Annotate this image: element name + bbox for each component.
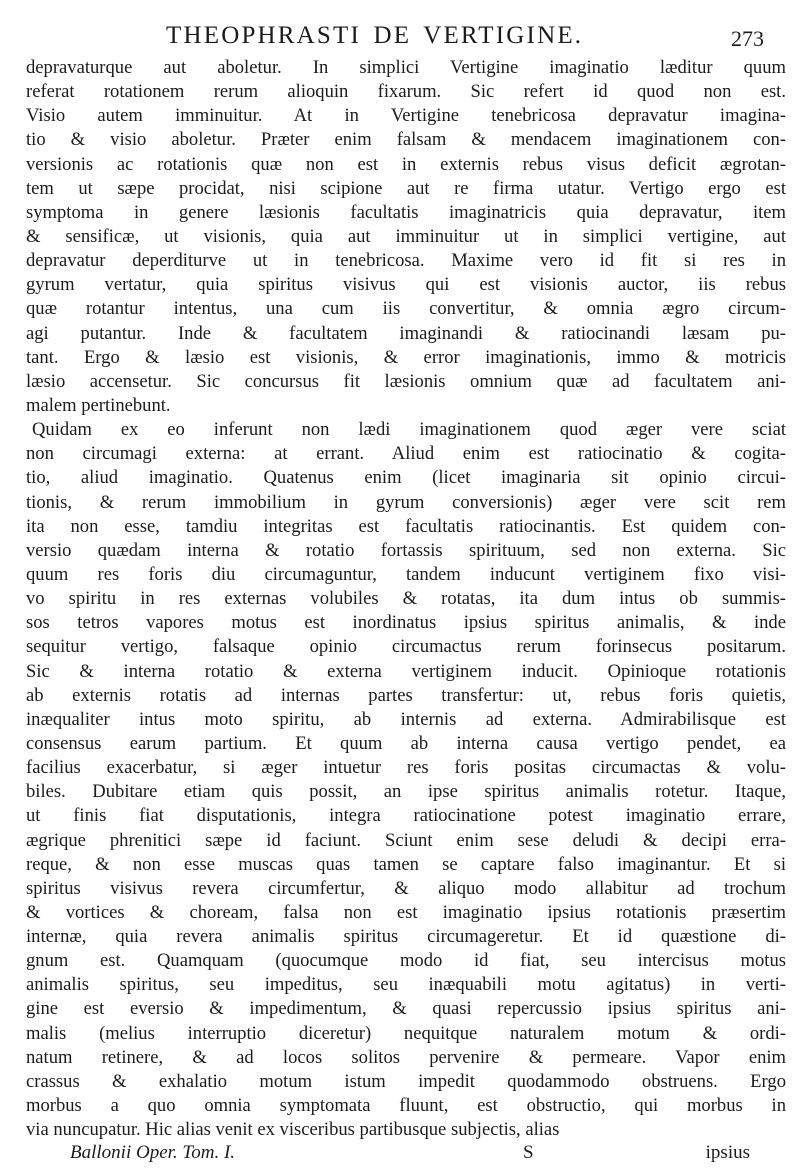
text-line: depravatur deperditurve ut in tenebricosa. Maxime vero id fit si res in <box>26 250 786 272</box>
text-line: quum res foris diu circumaguntur, tandem inducunt vertiginem fixo visi- <box>26 563 786 585</box>
text-line: facilius exacerbatur, si æger intuetur res foris positas circumactas & volu- <box>26 757 786 779</box>
text-line: animalis spiritus, seu impeditus, seu inæquabili motu agitatus) in verti- <box>26 974 786 996</box>
page-footer <box>26 1142 786 1170</box>
text-line: reque, & non esse muscas quas tamen se captare falso imaginantur. Et si <box>26 853 786 875</box>
text-line: tio & visio aboletur. Præter enim falsam & mendacem imaginationem con- <box>26 129 786 151</box>
text-line: tem ut sæpe procidat, nisi scipione aut re firma utatur. Vertigo ergo est <box>26 177 786 199</box>
page-header <box>26 22 786 56</box>
body-text <box>26 56 786 1142</box>
text-line: Visio autem imminuitur. At in Vertigine tenebricosa depravatur imagina- <box>26 105 786 127</box>
text-line: sequitur vertigo, falsaque opinio circumactus rerum forinsecus positarum. <box>26 636 786 658</box>
text-line: versio quædam interna & rotatio fortassis spirituum, sed non externa. Sic <box>26 539 786 561</box>
text-line: tant. Ergo & læsio est visionis, & error imaginationis, immo & motricis <box>26 346 786 368</box>
signature-note: Ballonii Oper. Tom. I. <box>70 1142 236 1164</box>
text-line: malis (melius interruptio diceretur) nequitque naturalem motum & ordi- <box>26 1022 786 1044</box>
text-line: gnum est. Quamquam (quocumque modo id fiat, seu intercisus motus <box>26 950 786 972</box>
text-line: quæ rotantur intentus, una cum iis convertitur, & omnia ægro circum- <box>26 298 786 320</box>
text-line: ab externis rotatis ad internas partes transfertur: ut, rebus foris quietis, <box>26 684 786 706</box>
text-line: versionis ac rotationis quæ non est in externis rebus visus deficit ægrotan- <box>26 153 786 175</box>
text-line: & sensificæ, ut visionis, quia aut imminuitur ut in simplici vertigine, aut <box>26 225 786 247</box>
text-line: læsio accensetur. Sic concursus fit læsionis omnium quæ ad facultatem ani- <box>26 370 786 392</box>
text-line: via nuncupatur. Hic alias venit ex visceribus partibusque subjectis, alias <box>26 1119 560 1141</box>
text-line: depravaturque aut aboletur. In simplici Vertigine imaginatio læditur quum <box>26 57 786 78</box>
text-line: gyrum vertatur, quia spiritus visivus qui est visionis auctor, iis rebus <box>26 274 786 296</box>
text-line: crassus & exhalatio motum istum impedit quodammodo obstruens. Ergo <box>26 1070 786 1092</box>
catchword: ipsius <box>705 1142 750 1164</box>
text-line: Quidam ex eo inferunt non lædi imaginationem quod æger vere sciat <box>32 419 786 441</box>
signature-mark: S <box>523 1142 534 1164</box>
text-line: ægrique phrenitici sæpe id faciunt. Sciunt enim sese deludi & decipi erra- <box>26 829 786 851</box>
text-line: malem pertinebunt. <box>26 394 171 416</box>
text-line: & vortices & choream, falsa non est imaginatio ipsius rotationis præsertim <box>26 901 786 923</box>
text-line: tionis, & rerum immobilium in gyrum conversionis) æger vere scit rem <box>26 491 786 513</box>
text-line: referat rotationem rerum alioquin fixarum. Sic refert id quod non est. <box>26 81 786 103</box>
text-line: inæqualiter intus moto spiritu, ab internis ad externa. Admirabilisque est <box>26 708 786 730</box>
running-title: THEOPHRASTI DE VERTIGINE. <box>166 22 584 49</box>
text-line: consensus earum partium. Et quum ab interna causa vertigo pendet, ea <box>26 732 786 754</box>
text-line: agi putantur. Inde & facultatem imaginandi & ratiocinandi læsam pu- <box>26 322 786 344</box>
text-line: internæ, quia revera animalis spiritus circumageretur. Et id quæstione di- <box>26 926 786 948</box>
page-number: 273 <box>731 26 764 51</box>
text-line: sos tetros vapores motus est inordinatus ipsius spiritus animalis, & inde <box>26 612 786 634</box>
text-line: ita non esse, tamdiu integritas est facultatis ratiocinantis. Est quidem con- <box>26 515 786 537</box>
text-line: spiritus visivus revera circumfertur, & aliquo modo allabitur ad trochum <box>26 877 786 899</box>
text-line: natum retinere, & ad locos solitos pervenire & permeare. Vapor enim <box>26 1046 786 1068</box>
text-line: tio, aliud imaginatio. Quatenus enim (licet imaginaria sit opinio circui- <box>26 467 786 489</box>
text-line: symptoma in genere læsionis facultatis imaginatricis quia depravatur, item <box>26 201 786 223</box>
text-line: vo spiritu in res externas volubiles & rotatas, ita dum intus ob summis- <box>26 588 786 610</box>
text-line: morbus a quo omnia symptomata fluunt, est obstructio, qui morbus in <box>26 1095 786 1117</box>
text-line: ut finis fiat disputationis, integra ratiocinatione potest imaginatio errare, <box>26 805 786 827</box>
text-line: Sic & interna rotatio & externa vertiginem inducit. Opinioque rotationis <box>26 660 786 682</box>
text-line: non circumagi externa: at errant. Aliud enim est ratiocinatio & cogita- <box>26 443 786 465</box>
text-line: gine est eversio & impedimentum, & quasi repercussio ipsius spiritus ani- <box>26 998 786 1020</box>
text-line: biles. Dubitare etiam quis possit, an ipse spiritus animalis rotetur. Itaque, <box>26 781 786 803</box>
